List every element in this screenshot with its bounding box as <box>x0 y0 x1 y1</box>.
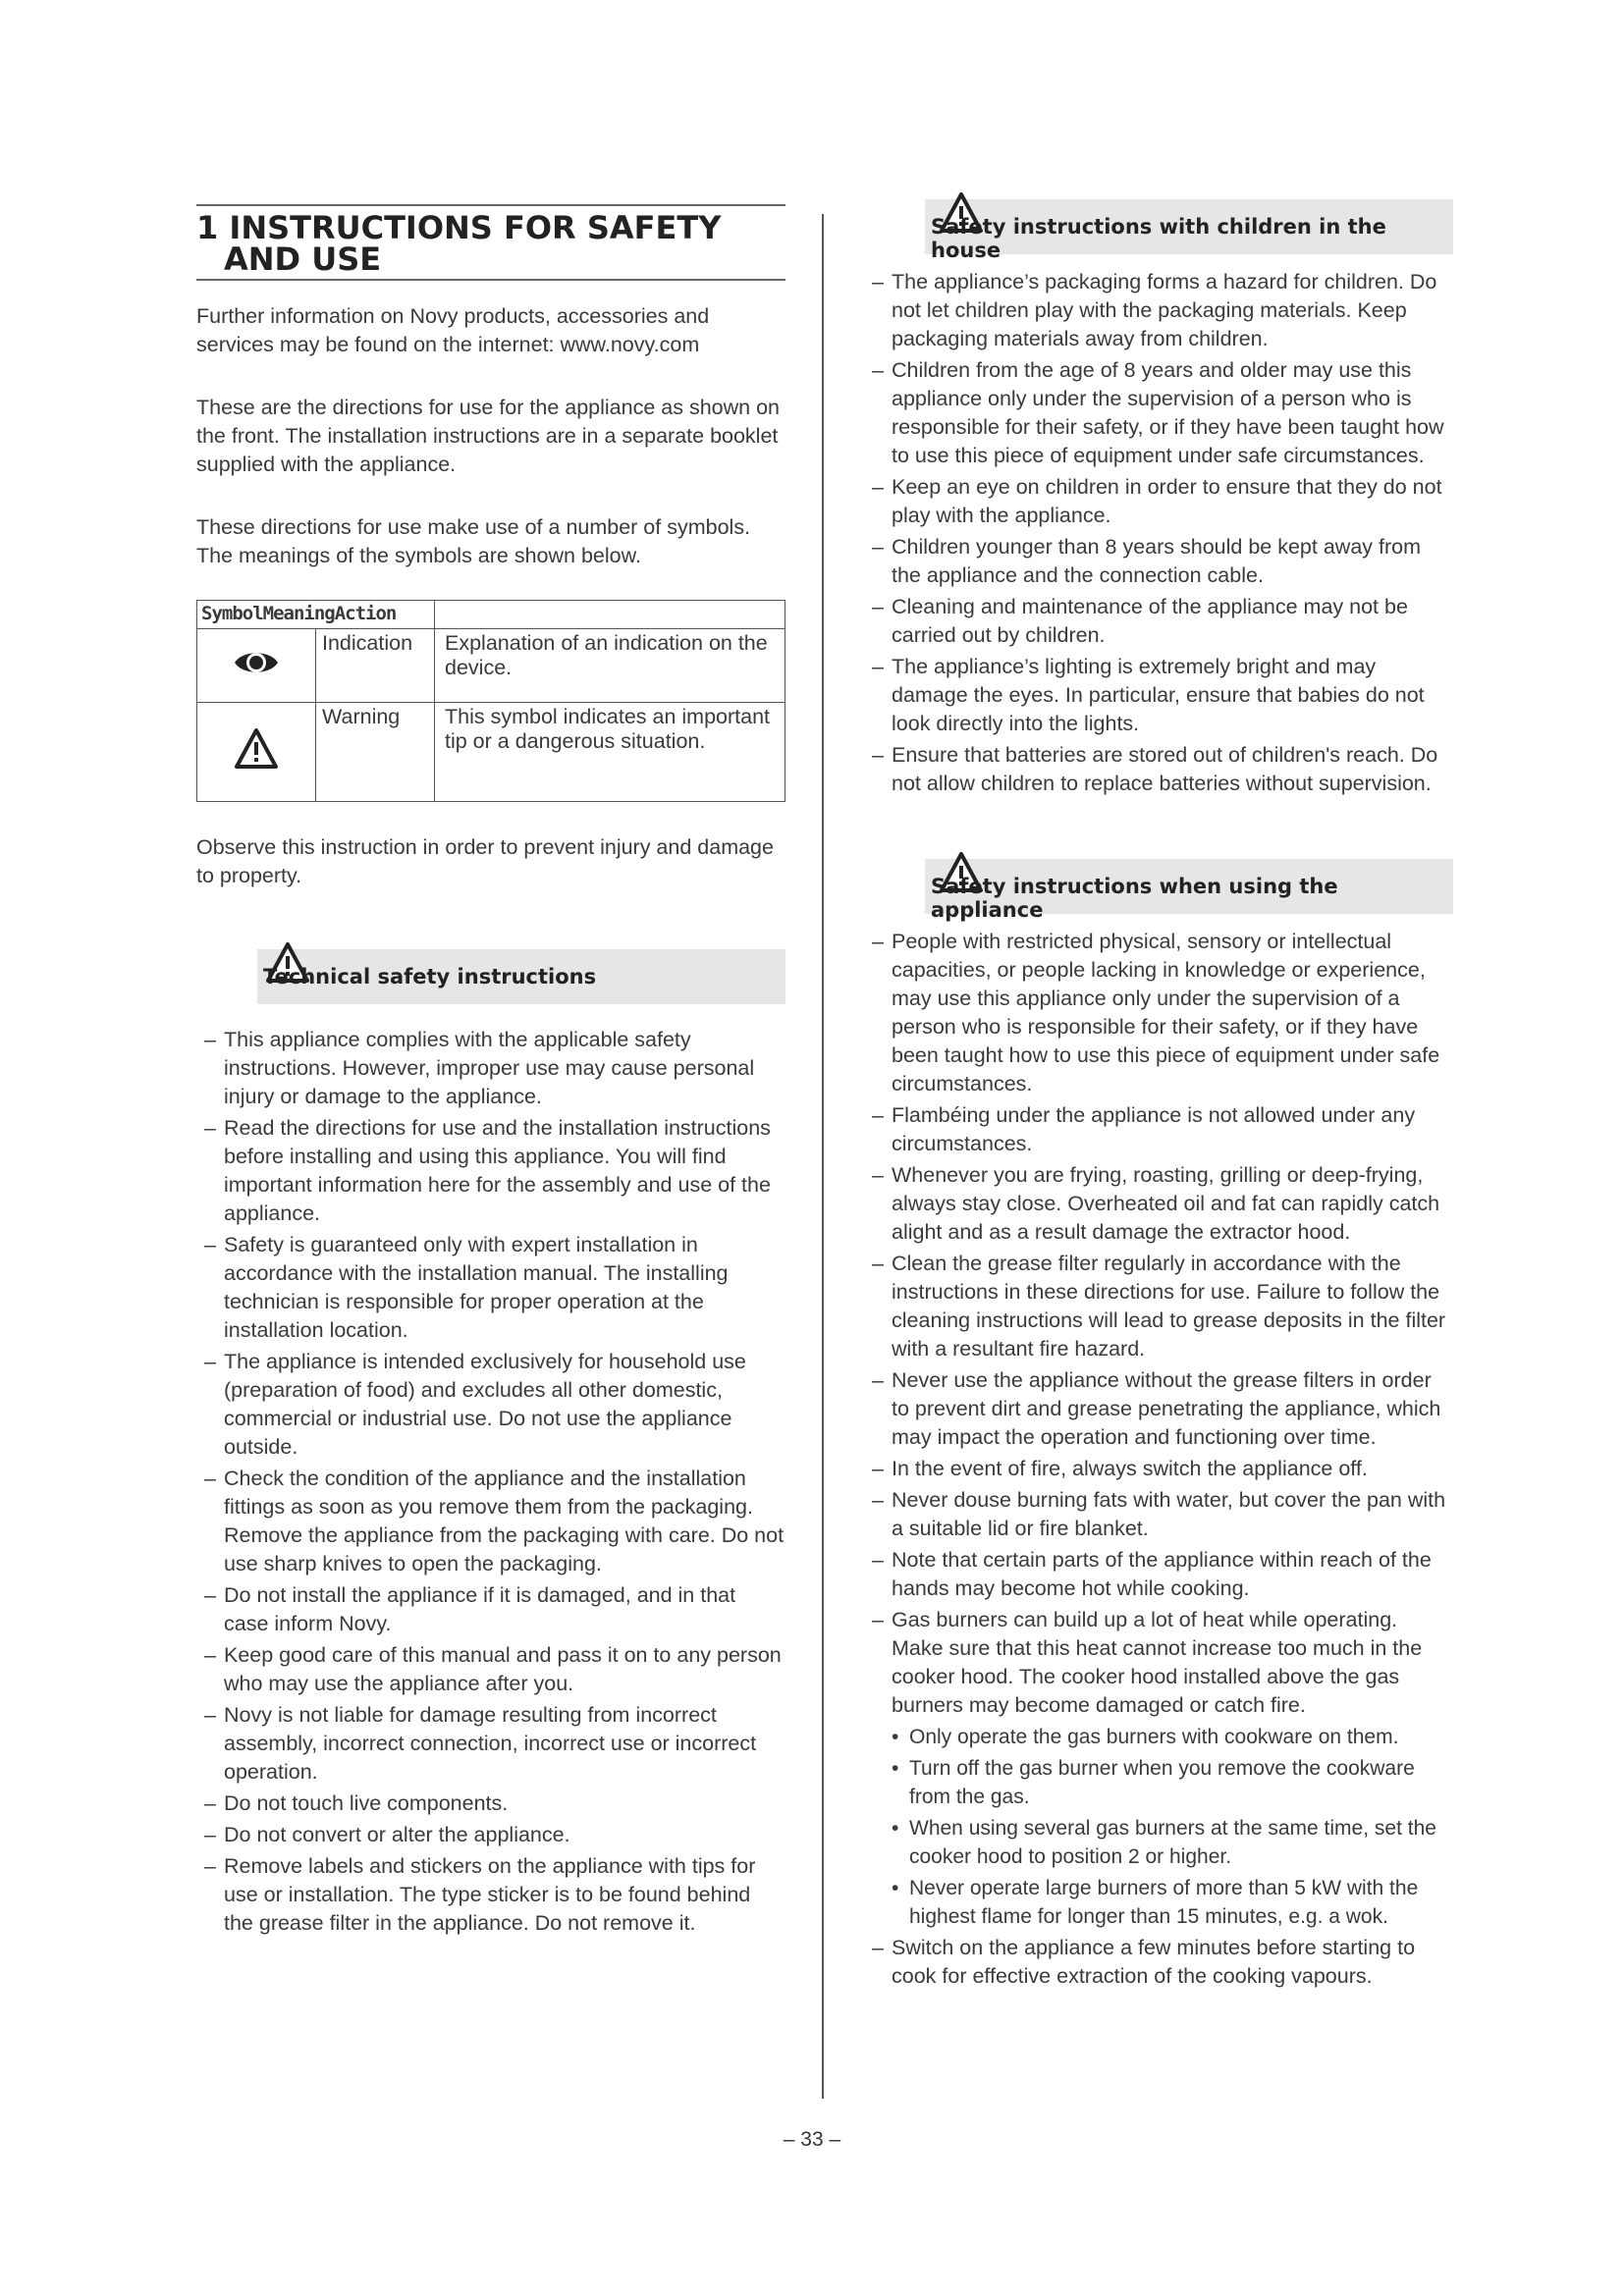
technical-heading: Technical safety instructions <box>263 965 597 988</box>
symbol-cell-warning <box>197 703 316 802</box>
intro-paragraph-3: These directions for use make use of a number of symbols. The meanings of the symbols are shown below. <box>196 515 751 567</box>
list-item: – Read the directions for use and the installation instructions before installing and using this appliance. You will find important information here for the assembly and use of the appliance. <box>204 1116 771 1225</box>
children-heading-box <box>925 199 1453 262</box>
bullet-item: • Only operate the gas burners with cookware on them. <box>892 1726 1399 1748</box>
list-item: – Children from the age of 8 years and older may use this appliance only under the supervision of a person who is responsible for their safety, or if they have been taught how to use this piece of equipment under safe circumstances. <box>872 358 1444 467</box>
page-number: – 33 – <box>783 2128 841 2151</box>
warning-triangle-icon <box>234 727 279 771</box>
list-item: – Do not touch live components. <box>204 1791 509 1815</box>
list-item: – Ensure that batteries are stored out of children's reach. Do not allow children to replace batteries without supervision. <box>872 743 1438 795</box>
list-item: – Cleaning and maintenance of the appliance may not be carried out by children. <box>872 595 1408 647</box>
list-item: – Keep good care of this manual and pass it on to any person who may use the appliance after you. <box>204 1643 782 1695</box>
symbol-cell-eye <box>197 629 316 703</box>
technical-list <box>196 1026 785 1938</box>
list-item: – Check the condition of the appliance and the installation fittings as soon as you remove them from the packaging. Remove the appliance from the packaging with care. Do not use sharp knives to open the packaging. <box>204 1467 785 1575</box>
using-heading: Safety instructions when using the appliance <box>931 875 1338 922</box>
list-item: – Keep an eye on children in order to ensure that they do not play with the appliance. <box>872 475 1442 527</box>
list-item: – The appliance’s packaging forms a hazard for children. Do not let children play with the packaging materials. Keep packaging materials away from children. <box>872 270 1437 350</box>
list-item: – Whenever you are frying, roasting, grilling or deep-frying, always stay close. Overheated oil and fat can rapidly catch alight and as a result damage the extractor hood. <box>872 1163 1440 1244</box>
eye-icon <box>233 646 280 679</box>
using-heading-box <box>925 859 1453 922</box>
list-item: – Remove labels and stickers on the appliance with tips for use or installation. The type sticker is to be found behind the grease filter in the appliance. Do not remove it. <box>204 1854 756 1935</box>
column-divider <box>822 214 824 2099</box>
list-item: – Safety is guaranteed only with expert installation in accordance with the installation manual. The installing technician is responsible for proper operation at the installation location. <box>204 1233 729 1342</box>
chapter-title-line1: INSTRUCTIONS FOR SAFETY <box>229 209 722 246</box>
chapter-number: 1 <box>196 209 219 246</box>
children-list <box>864 268 1453 798</box>
chapter-title-line2: AND USE <box>224 240 382 278</box>
symbol-table-header: SymbolMeaningAction <box>197 601 435 629</box>
symbol-meaning-indication: Indication <box>316 629 435 703</box>
using-list <box>864 928 1453 1991</box>
list-item: – Do not convert or alter the appliance. <box>204 1823 570 1846</box>
right-column <box>864 199 1453 1994</box>
bullet-item: • When using several gas burners at the same time, set the cooker hood to position 2 or higher. <box>892 1817 1436 1868</box>
symbol-meaning-warning: Warning <box>316 703 435 802</box>
bullet-item: • Turn off the gas burner when you remove the cookware from the gas. <box>892 1757 1415 1808</box>
children-heading: Safety instructions with children in the house <box>931 215 1386 262</box>
list-item: – The appliance is intended exclusively for household use (preparation of food) and excludes all other domestic, commercial or industrial use. Do not use the appliance outside. <box>204 1350 746 1459</box>
technical-heading-box <box>257 949 785 1004</box>
symbol-table <box>196 600 785 802</box>
list-item: – In the event of fire, always switch the appliance off. <box>872 1457 1368 1480</box>
list-item: – Gas burners can build up a lot of heat while operating. Make sure that this heat cannot increase too much in the cooker hood. The cooker hood installed above the gas burners may become damaged or catch fire. <box>872 1608 1423 1717</box>
observe-paragraph: Observe this instruction in order to prevent injury and damage to property. <box>196 835 774 887</box>
list-item: – Never use the appliance without the grease filters in order to prevent dirt and grease penetrating the appliance, which may impact the operation and functioning over time. <box>872 1368 1441 1449</box>
list-item: – Novy is not liable for damage resulting from incorrect assembly, incorrect connection, incorrect use or incorrect operation. <box>204 1703 757 1784</box>
list-item: – Children younger than 8 years should be kept away from the appliance and the connection cable. <box>872 535 1422 587</box>
symbol-action-indication: Explanation of an indication on the device. <box>435 629 785 703</box>
list-item: – People with restricted physical, sensory or intellectual capacities, or people lacking in knowledge or experience, may use this appliance only under the supervision of a person who is responsible for their safety, or if they have been taught how to use this piece of equipment under safe circumstances. <box>872 930 1440 1095</box>
chapter-title <box>196 204 785 281</box>
list-item: – Never douse burning fats with water, but cover the pan with a suitable lid or fire blanket. <box>872 1488 1446 1540</box>
symbol-action-warning: This symbol indicates an important tip or a dangerous situation. <box>435 703 785 802</box>
intro-paragraph-2: These are the directions for use for the appliance as shown on the front. The installation instructions are in a separate booklet supplied with the appliance. <box>196 396 780 476</box>
bullet-item: • Never operate large burners of more than 5 kW with the highest flame for longer than 15 minutes, e.g. a wok. <box>892 1877 1419 1928</box>
list-item: – Clean the grease filter regularly in accordance with the instructions in these directions for use. Failure to follow the cleaning instructions will lead to grease deposits in the filter with a resultant fire hazard. <box>872 1252 1446 1361</box>
list-item: – Flambéing under the appliance is not allowed under any circumstances. <box>872 1103 1416 1155</box>
list-item: – Note that certain parts of the appliance within reach of the hands may become hot while cooking. <box>872 1548 1432 1600</box>
left-column <box>196 204 785 1941</box>
list-item: – The appliance’s lighting is extremely bright and may damage the eyes. In particular, ensure that babies do not look directly into the lights. <box>872 655 1425 735</box>
list-item: – Switch on the appliance a few minutes before starting to cook for effective extraction of the cooking vapours. <box>872 1936 1416 1988</box>
list-item: – Do not install the appliance if it is damaged, and in that case inform Novy. <box>204 1583 736 1635</box>
list-item: – This appliance complies with the applicable safety instructions. However, improper use may cause personal injury or damage to the appliance. <box>204 1028 755 1108</box>
intro-paragraph-1: Further information on Novy products, accessories and services may be found on the internet: www.novy.com <box>196 304 710 356</box>
